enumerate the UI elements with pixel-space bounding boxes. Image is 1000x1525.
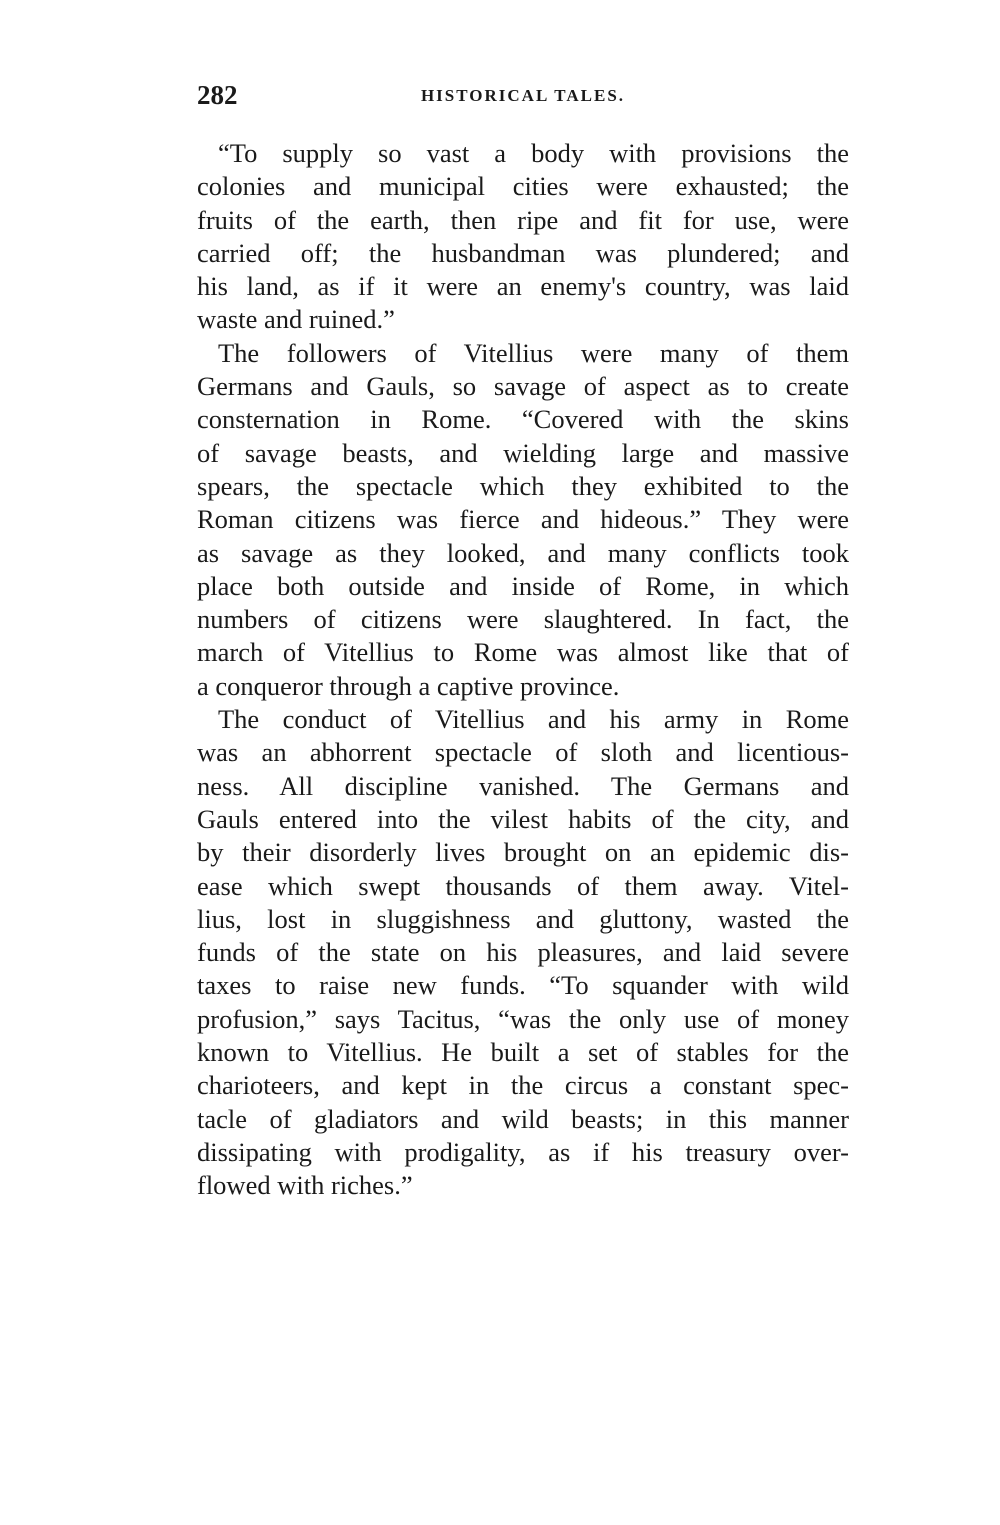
text-line: consternation in Rome. “Covered with the skins [197,404,849,435]
text-line: flowed with riches.” [197,1170,413,1201]
text-line: march of Vitellius to Rome was almost like that of [197,637,849,668]
text-line: carried off; the husbandman was plundered; and [197,237,849,268]
text-line: was an abhorrent spectacle of sloth and licentious- [197,737,849,768]
text-line: ease which swept thousands of them away. Vitel- [197,870,849,901]
text-line: The conduct of Vitellius and his army in Rome [218,704,849,735]
text-line: charioteers, and kept in the circus a constant spec- [197,1070,849,1101]
text-line: Germans and Gauls, so savage of aspect as to create [197,371,849,402]
text-line: place both outside and inside of Rome, in which [197,570,849,601]
text-line: dissipating with prodigality, as if his treasury over- [197,1136,849,1167]
text-line: as savage as they looked, and many conflicts took [197,537,849,568]
paragraph [197,337,849,703]
text-line: fruits of the earth, then ripe and fit for use, were [197,204,849,235]
text-line: his land, as if it were an enemy's country, was laid [197,271,849,302]
text-line: “To supply so vast a body with provisions the [218,138,849,168]
text-line: spears, the spectacle which they exhibited to the [197,470,849,501]
text-line: taxes to raise new funds. “To squander with wild [197,970,849,1001]
text-line: of savage beasts, and wielding large and massive [197,437,849,468]
text-line: a conqueror through a captive province. [197,670,620,701]
text-line: numbers of citizens were slaughtered. In fact, the [197,604,849,635]
text-line: ness. All discipline vanished. The Germans and [197,770,849,801]
text-line: colonies and municipal cities were exhausted; the [197,171,849,202]
text-line: funds of the state on his pleasures, and laid severe [197,937,849,968]
running-title: HISTORICAL TALES. [420,86,626,105]
text-line: Gauls entered into the vilest habits of the city, and [197,803,849,834]
text-line: lius, lost in sluggishness and gluttony, wasted the [197,903,849,934]
page-body [197,137,849,1203]
text-line: profusion,” says Tacitus, “was the only use of money [197,1003,849,1034]
text-line: known to Vitellius. He built a set of stables for the [197,1037,849,1068]
text-line: waste and ruined.” [197,304,395,335]
paragraph [197,137,849,337]
page-number: 282 [197,80,238,110]
text-line: The followers of Vitellius were many of them [218,337,849,368]
text-line: tacle of gladiators and wild beasts; in this manner [197,1103,849,1134]
paragraph [197,703,849,1202]
text-line: Roman citizens was fierce and hideous.” They were [197,504,849,535]
page-header [197,80,849,114]
text-line: by their disorderly lives brought on an epidemic dis- [197,837,849,868]
